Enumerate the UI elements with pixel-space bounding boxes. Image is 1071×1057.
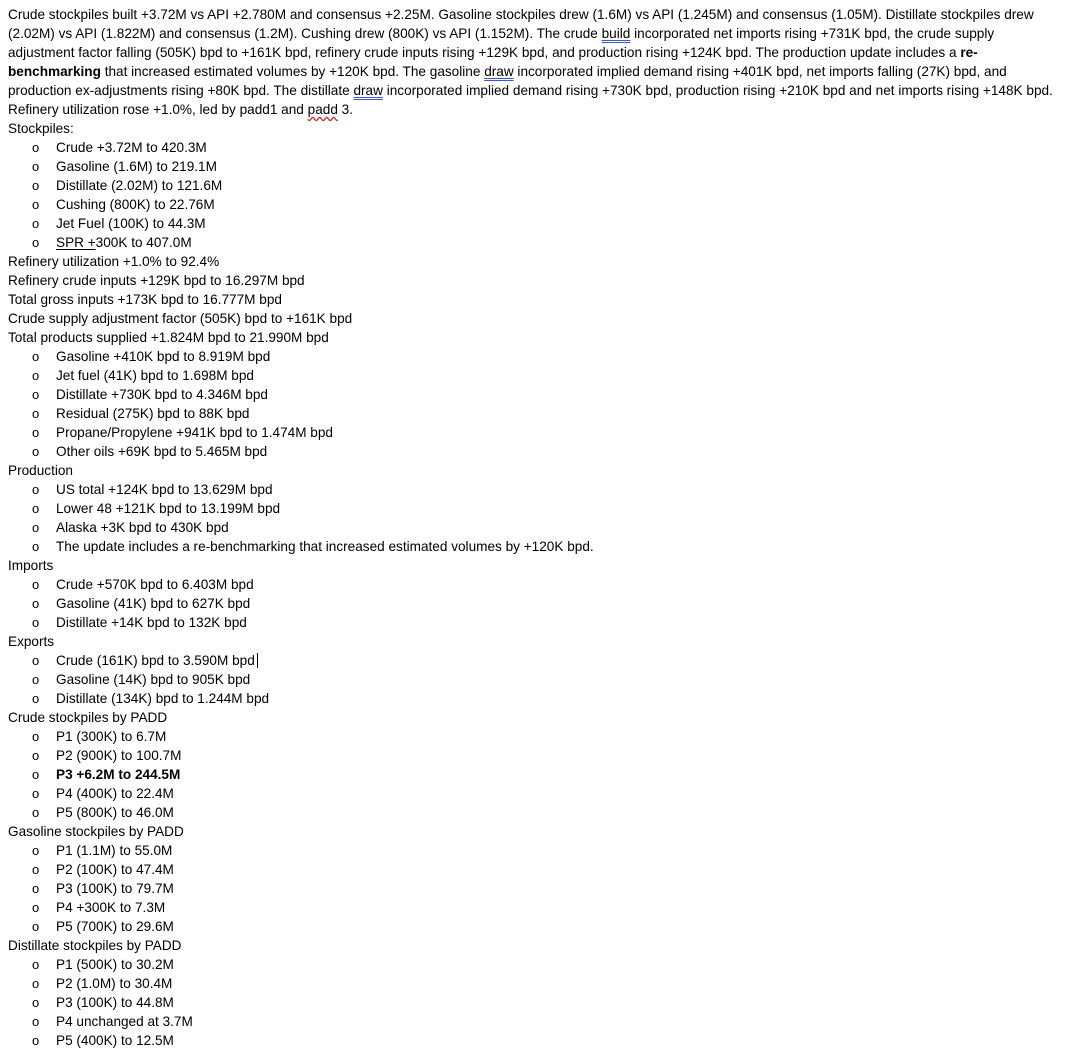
list-item [8,689,1063,708]
products-supplied-heading: Total products supplied +1.824M bpd to 21.990M bpd [8,330,329,345]
bullet-icon: o [32,976,40,991]
list-item-text: Gasoline (1.6M) to 219.1M [56,159,217,174]
list-item [8,366,1063,385]
bullet-icon: o [32,596,40,611]
distillate-padd-heading: Distillate stockpiles by PADD [8,938,182,953]
list-item-text: P3 (100K) to 79.7M [56,881,174,896]
bullet-icon: o [32,425,40,440]
bullet-icon: o [32,140,40,155]
crude-padd-heading: Crude stockpiles by PADD [8,710,168,725]
list-item-text: P5 (700K) to 29.6M [56,919,174,934]
list-item [8,727,1063,746]
list-item-text: P2 (1.0M) to 30.4M [56,976,173,991]
list-item [8,841,1063,860]
gasoline-padd-list [8,841,1063,936]
imports-list [8,575,1063,632]
list-item-text: 300K to 407.0M [95,235,192,250]
exports-heading: Exports [8,634,55,649]
list-item-text: P4 +300K to 7.3M [56,900,166,915]
list-item [8,955,1063,974]
summary-text: incorporated implied demand rising +401K bpd, net imports falling (27K) bpd, and production ex-adjustments rising +80K bpd. The distillate [8,64,1007,98]
crude-padd-list [8,727,1063,822]
production-list [8,480,1063,556]
refinery-utilization-line: Refinery utilization +1.0% to 92.4% [8,254,220,269]
crude-supply-adjustment-line: Crude supply adjustment factor (505K) bpd to +161K bpd [8,311,353,326]
grammar-flag-build[interactable]: build [601,26,631,41]
stockpiles-list [8,138,1063,252]
list-item-text: Crude (161K) bpd to 3.590M bpd [56,653,255,668]
gasoline-padd-heading: Gasoline stockpiles by PADD [8,824,184,839]
bullet-icon: o [32,615,40,630]
summary-text: 3. [337,102,354,117]
bullet-icon: o [32,159,40,174]
bold-re-benchmarking: re-benchmarking [8,45,978,79]
list-item-text: Crude +570K bpd to 6.403M bpd [56,577,254,592]
list-item-text-bold: P3 +6.2M to 244.5M [56,767,181,782]
bullet-icon: o [32,672,40,687]
list-item-text: Propane/Propylene +941K bpd to 1.474M bpd [56,425,333,440]
summary-text: Crude stockpiles built +3.72M vs API +2.780M and consensus +2.25M. Gasoline stockpiles drew (1.6M) vs API (1.245M) and consensus (1.05M). Distillate stockpiles drew (2.02M) vs API (1.822M) and consensus (1.2M). Cushing drew (800K) vs API (1.152M). The crude [8,7,1034,41]
bullet-icon: o [32,805,40,820]
distillate-padd-list [8,955,1063,1050]
list-item [8,746,1063,765]
bullet-icon: o [32,368,40,383]
bullet-icon: o [32,235,40,250]
spr-underlined-label: SPR + [56,235,96,250]
bullet-icon: o [32,501,40,516]
products-supplied-list [8,347,1063,461]
list-item [8,765,1063,784]
list-item [8,138,1063,157]
bullet-icon: o [32,1014,40,1029]
refinery-crude-inputs-line: Refinery crude inputs +129K bpd to 16.297M bpd [8,273,305,288]
list-item [8,860,1063,879]
list-item [8,518,1063,537]
list-item-text: Distillate (2.02M) to 121.6M [56,178,223,193]
list-item-text: Distillate +14K bpd to 132K bpd [56,615,247,630]
bullet-icon: o [32,482,40,497]
list-item-text: Gasoline (14K) bpd to 905K bpd [56,672,251,687]
list-item-text: P4 (400K) to 22.4M [56,786,174,801]
list-item [8,442,1063,461]
summary-paragraph[interactable] [8,5,1063,119]
list-item [8,233,1063,252]
summary-text: that increased estimated volumes by +120K bpd. The gasoline [100,64,485,79]
list-item-text: P2 (900K) to 100.7M [56,748,182,763]
exports-list [8,651,1063,708]
text-cursor-icon [257,653,258,668]
list-item [8,993,1063,1012]
list-item-text: Distillate (134K) bpd to 1.244M bpd [56,691,270,706]
bullet-icon: o [32,881,40,896]
grammar-flag-draw[interactable]: draw [353,83,383,98]
bullet-icon: o [32,995,40,1010]
list-item [8,898,1063,917]
list-item [8,176,1063,195]
list-item [8,594,1063,613]
bullet-icon: o [32,577,40,592]
bullet-icon: o [32,387,40,402]
list-item [8,670,1063,689]
stockpiles-heading: Stockpiles: [8,121,74,136]
list-item-text: Jet fuel (41K) bpd to 1.698M bpd [56,368,254,383]
spelling-flag-padd[interactable]: padd [307,102,338,117]
bullet-icon: o [32,767,40,782]
list-item-text: P1 (500K) to 30.2M [56,957,174,972]
bullet-icon: o [32,349,40,364]
list-item [8,613,1063,632]
imports-heading: Imports [8,558,54,573]
list-item-text: P5 (800K) to 46.0M [56,805,174,820]
list-item [8,879,1063,898]
list-item [8,195,1063,214]
bullet-icon: o [32,786,40,801]
bullet-icon: o [32,957,40,972]
list-item [8,974,1063,993]
list-item [8,214,1063,233]
list-item-text: Gasoline +410K bpd to 8.919M bpd [56,349,271,364]
list-item [8,575,1063,594]
list-item-text: The update includes a re-benchmarking that increased estimated volumes by +120K bpd. [56,539,594,554]
bullet-icon: o [32,748,40,763]
list-item-text: Jet Fuel (100K) to 44.3M [56,216,206,231]
bullet-icon: o [32,653,40,668]
bullet-icon: o [32,197,40,212]
list-item [8,651,1063,670]
list-item [8,784,1063,803]
bullet-icon: o [32,919,40,934]
bullet-icon: o [32,444,40,459]
list-item [8,157,1063,176]
list-item-text: P1 (300K) to 6.7M [56,729,167,744]
list-item [8,803,1063,822]
bullet-icon: o [32,843,40,858]
bullet-icon: o [32,900,40,915]
list-item [8,385,1063,404]
list-item [8,480,1063,499]
summary-text: incorporated implied demand rising +730K bpd, production rising +210K bpd and net imports rising +148K bpd. Refinery utilization rose +1.0%, led by padd1 and [8,83,1053,117]
bullet-icon: o [32,729,40,744]
list-item [8,917,1063,936]
list-item [8,1012,1063,1031]
summary-text: incorporated net imports rising +731K bpd, the crude supply adjustment factor falling (505K) bpd to +161K bpd, refinery crude inputs rising +129K bpd, and production rising +124K bpd. The production update includes a [8,26,995,60]
list-item-text: Gasoline (41K) bpd to 627K bpd [56,596,251,611]
bullet-icon: o [32,520,40,535]
list-item-text: P1 (1.1M) to 55.0M [56,843,173,858]
list-item-text: Lower 48 +121K bpd to 13.199M bpd [56,501,281,516]
list-item-text: Cushing (800K) to 22.76M [56,197,215,212]
list-item-text: P5 (400K) to 12.5M [56,1033,174,1048]
list-item-text: Distillate +730K bpd to 4.346M bpd [56,387,268,402]
total-gross-inputs-line: Total gross inputs +173K bpd to 16.777M bpd [8,292,282,307]
list-item-text: Other oils +69K bpd to 5.465M bpd [56,444,268,459]
bullet-icon: o [32,178,40,193]
list-item-text: Crude +3.72M to 420.3M [56,140,207,155]
list-item [8,499,1063,518]
list-item-text: US total +124K bpd to 13.629M bpd [56,482,273,497]
list-item-text: Residual (275K) bpd to 88K bpd [56,406,250,421]
list-item [8,423,1063,442]
list-item-text: P3 (100K) to 44.8M [56,995,174,1010]
list-item [8,537,1063,556]
grammar-flag-draw[interactable]: draw [484,64,514,79]
bullet-icon: o [32,1033,40,1048]
list-item [8,404,1063,423]
bullet-icon: o [32,539,40,554]
bullet-icon: o [32,406,40,421]
bullet-icon: o [32,862,40,877]
list-item [8,1031,1063,1050]
list-item-text: P4 unchanged at 3.7M [56,1014,193,1029]
bullet-icon: o [32,691,40,706]
list-item-text: Alaska +3K bpd to 430K bpd [56,520,229,535]
list-item-text: P2 (100K) to 47.4M [56,862,174,877]
bullet-icon: o [32,216,40,231]
list-item [8,347,1063,366]
production-heading: Production [8,463,73,478]
